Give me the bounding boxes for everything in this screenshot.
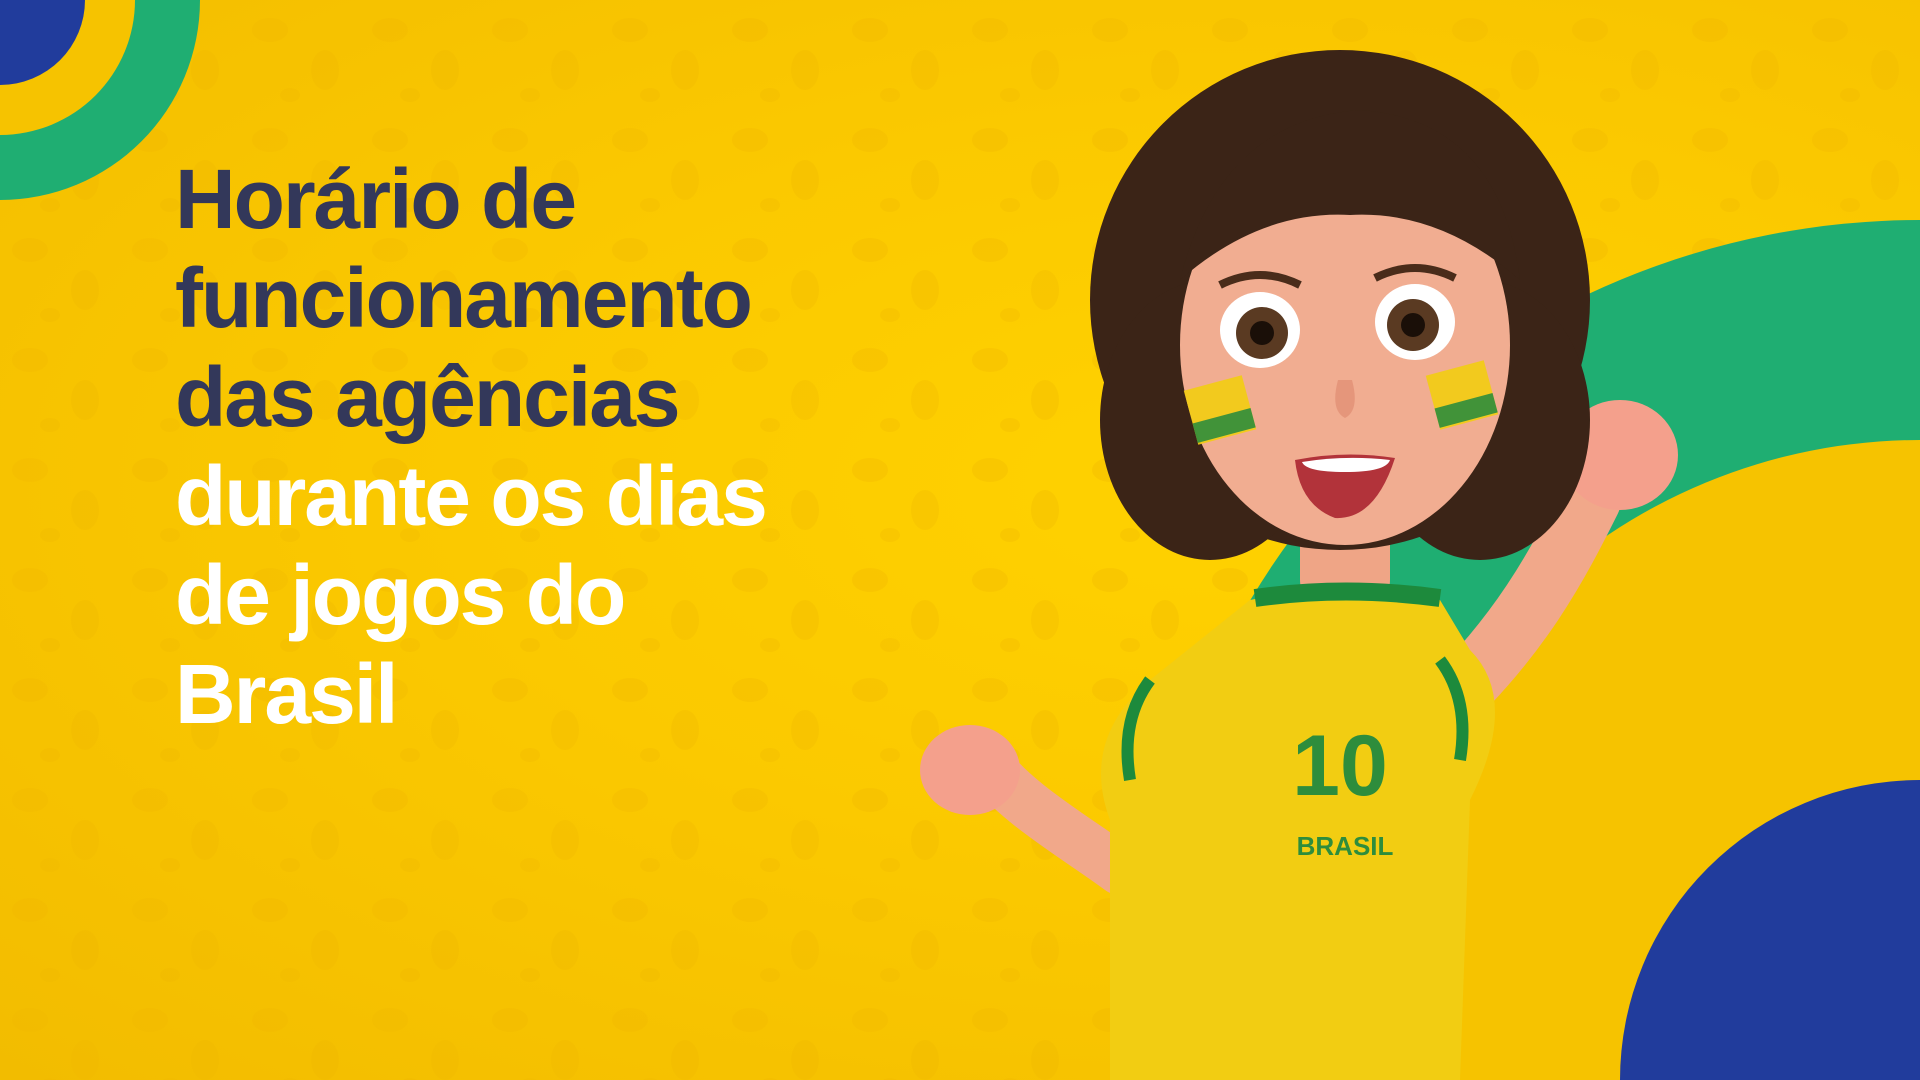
headline-line: funcionamento — [175, 251, 751, 345]
headline — [175, 150, 766, 744]
fan-character-illustration — [880, 0, 1920, 1080]
jersey-number: 10 — [1292, 718, 1388, 814]
jersey-text: BRASIL — [1296, 831, 1394, 861]
headline-line: Brasil — [175, 647, 397, 741]
left-fist — [920, 725, 1020, 815]
headline-line: durante os dias — [175, 449, 766, 543]
jersey-icon — [1101, 590, 1495, 1080]
headline-line: das agências — [175, 350, 679, 444]
left-arm — [920, 725, 1120, 870]
headline-line: de jogos do — [175, 548, 625, 642]
headline-line: Horário de — [175, 152, 576, 246]
